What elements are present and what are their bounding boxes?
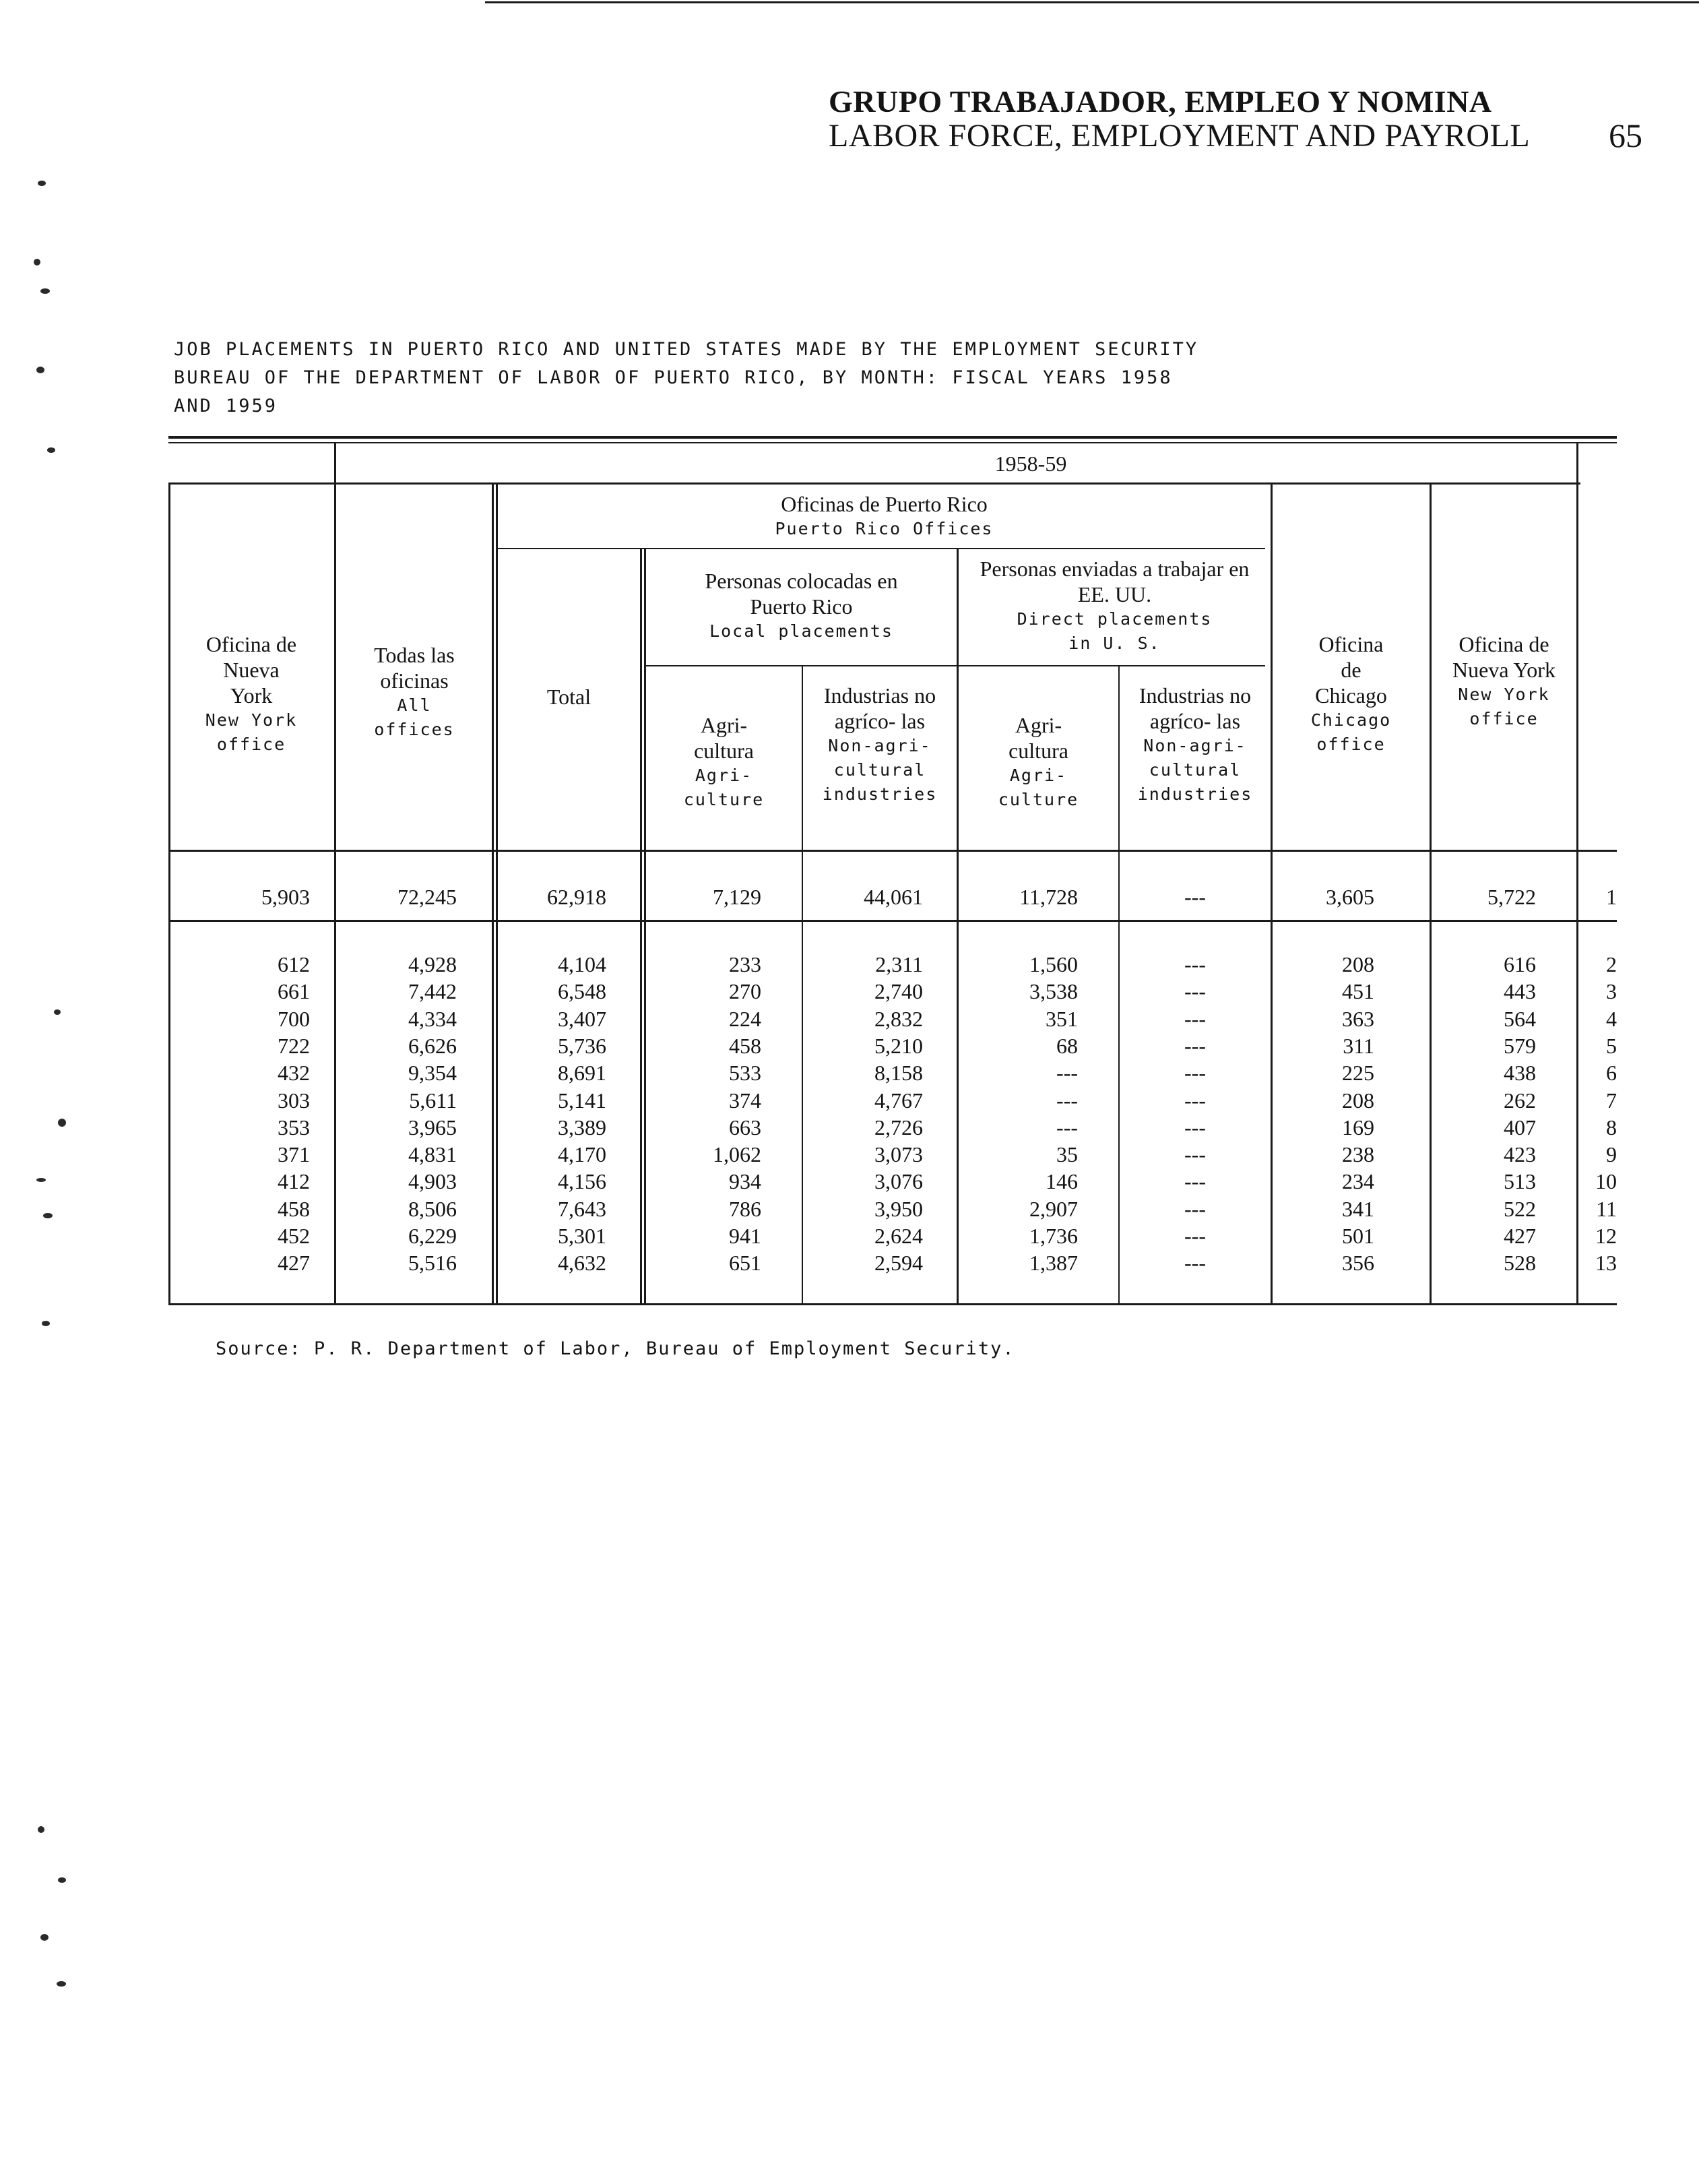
cell-ny-right: 522 xyxy=(1504,1197,1536,1221)
cell-ny-right: 616 xyxy=(1504,952,1536,976)
cell-local-agri: 233 xyxy=(729,952,761,976)
cell-ny-right: 443 xyxy=(1504,979,1536,1003)
cell-ny-right: 427 xyxy=(1504,1224,1536,1248)
table-top-rule xyxy=(168,436,1617,439)
cell-chicago: 169 xyxy=(1342,1115,1374,1140)
total-all: 72,245 xyxy=(397,885,457,909)
cell-local-agri: 1,062 xyxy=(713,1142,761,1166)
scan-speck xyxy=(43,1213,53,1218)
scan-speck xyxy=(42,1321,50,1326)
cell-all: 7,442 xyxy=(408,979,457,1003)
header-bottom-rule xyxy=(168,850,1617,852)
vrule-7 xyxy=(1271,482,1273,1305)
cell-direct-agri: 146 xyxy=(1046,1169,1078,1193)
cell-total: 3,389 xyxy=(558,1115,606,1140)
cell-direct-agri: --- xyxy=(1056,1115,1078,1140)
header-direct-placements: Personas enviadas a trabajar en EE. UU. Direct placements in U. S. xyxy=(980,557,1250,653)
cell-direct-nonagri: --- xyxy=(1184,1197,1206,1221)
cell-direct-nonagri: --- xyxy=(1184,1007,1206,1031)
cell-local-agri: 786 xyxy=(729,1197,761,1221)
scan-speck xyxy=(54,1009,61,1015)
cell-local-nonagri: 2,624 xyxy=(874,1224,923,1248)
cell-total: 4,104 xyxy=(558,952,606,976)
cell-direct-agri: 1,736 xyxy=(1029,1224,1078,1248)
vrule-5 xyxy=(957,548,959,1305)
header-ny-right: Oficina de Nueva York New York office xyxy=(1452,632,1556,728)
year-heading: 1958-59 xyxy=(994,451,1067,476)
caption-line-2: BUREAU OF THE DEPARTMENT OF LABOR OF PUERTO RICO, BY MONTH: FISCAL YEARS 1958 xyxy=(174,367,1173,388)
cell-local-agri: 934 xyxy=(729,1169,761,1193)
cell-all: 5,516 xyxy=(408,1251,457,1275)
cell-ny-left: 427 xyxy=(278,1251,310,1275)
cell-chicago: 501 xyxy=(1342,1224,1374,1248)
cell-chicago: 208 xyxy=(1342,1088,1374,1113)
vrule-9 xyxy=(1576,443,1578,1305)
cell-direct-nonagri: --- xyxy=(1184,1142,1206,1166)
cell-direct-nonagri: --- xyxy=(1184,1224,1206,1248)
cell-ny-left: 303 xyxy=(278,1088,310,1113)
cell-total: 4,170 xyxy=(558,1142,606,1166)
cell-total: 5,736 xyxy=(558,1034,606,1058)
page-number: 65 xyxy=(1609,117,1642,154)
top-edge-rule xyxy=(485,1,1699,3)
cell-total: 6,548 xyxy=(558,979,606,1003)
cell-local-agri: 374 xyxy=(729,1088,761,1113)
vrule-1 xyxy=(334,443,336,1305)
cell-total: 3,407 xyxy=(558,1007,606,1031)
cell-all: 4,831 xyxy=(408,1142,457,1166)
cell-ny-left: 458 xyxy=(278,1197,310,1221)
placements-table xyxy=(168,436,1617,1305)
cell-ny-right: 438 xyxy=(1504,1061,1536,1085)
header-pr-offices: Oficinas de Puerto Rico Puerto Rico Offices xyxy=(775,492,994,538)
cell-all: 6,229 xyxy=(408,1224,457,1248)
header-local-placements: Personas colocadas en Puerto Rico Local placements xyxy=(705,569,898,641)
cell-local-agri: 651 xyxy=(729,1251,761,1275)
vrule-3b xyxy=(644,548,646,1305)
total-direct-nonagri: --- xyxy=(1184,885,1206,909)
cell-direct-nonagri: --- xyxy=(1184,979,1206,1003)
cell-line: 6 xyxy=(1606,1061,1617,1085)
scan-speck xyxy=(57,1981,66,1987)
scan-speck xyxy=(36,367,44,373)
cell-chicago: 451 xyxy=(1342,979,1374,1003)
cell-local-nonagri: 2,311 xyxy=(875,952,923,976)
cell-local-agri: 224 xyxy=(729,1007,761,1031)
header-direct-nonagri: Industrias no agríco- las Non-agri- cultural industries xyxy=(1137,683,1253,804)
english-section-title: LABOR FORCE, EMPLOYMENT AND PAYROLL xyxy=(829,118,1531,154)
cell-ny-right: 579 xyxy=(1504,1034,1536,1058)
cell-direct-agri: 3,538 xyxy=(1029,979,1078,1003)
cell-line: 3 xyxy=(1606,979,1617,1003)
pr-group-rule xyxy=(497,548,1265,549)
cell-ny-left: 452 xyxy=(278,1224,310,1248)
total-direct-agri: 11,728 xyxy=(1019,885,1078,909)
cell-all: 5,611 xyxy=(409,1088,457,1113)
cell-local-nonagri: 5,210 xyxy=(874,1034,923,1058)
cell-local-agri: 663 xyxy=(729,1115,761,1140)
cell-all: 4,928 xyxy=(408,952,457,976)
header-direct-agriculture: Agri- cultura Agri- culture xyxy=(998,713,1079,809)
cell-line: 2 xyxy=(1606,952,1617,976)
cell-direct-nonagri: --- xyxy=(1184,1061,1206,1085)
cell-chicago: 234 xyxy=(1342,1169,1374,1193)
cell-ny-left: 612 xyxy=(278,952,310,976)
cell-total: 4,156 xyxy=(558,1169,606,1193)
cell-direct-nonagri: --- xyxy=(1184,1088,1206,1113)
caption-line-3: AND 1959 xyxy=(174,396,278,416)
cell-direct-nonagri: --- xyxy=(1184,952,1206,976)
total-total: 62,918 xyxy=(547,885,606,909)
cell-ny-left: 700 xyxy=(278,1007,310,1031)
cell-ny-right: 407 xyxy=(1504,1115,1536,1140)
cell-local-nonagri: 3,076 xyxy=(874,1169,923,1193)
scan-speck xyxy=(38,1826,44,1833)
cell-direct-agri: --- xyxy=(1056,1088,1078,1113)
cell-line: 4 xyxy=(1606,1007,1617,1031)
cell-direct-agri: 68 xyxy=(1056,1034,1078,1058)
cell-line: 8 xyxy=(1606,1115,1617,1140)
header-chicago: Oficina de Chicago Chicago office xyxy=(1310,632,1392,754)
cell-line: 10 xyxy=(1595,1169,1617,1193)
cell-local-agri: 458 xyxy=(729,1034,761,1058)
cell-direct-agri: 2,907 xyxy=(1029,1197,1078,1221)
cell-ny-right: 423 xyxy=(1504,1142,1536,1166)
cell-local-nonagri: 8,158 xyxy=(874,1061,923,1085)
cell-chicago: 356 xyxy=(1342,1251,1374,1275)
scan-speck xyxy=(36,1178,46,1182)
cell-all: 6,626 xyxy=(408,1034,457,1058)
cell-line: 9 xyxy=(1606,1142,1617,1166)
cell-total: 5,301 xyxy=(558,1224,606,1248)
header-local-nonagri: Industrias no agríco- las Non-agri- cultural industries xyxy=(822,683,938,804)
cell-chicago: 311 xyxy=(1343,1034,1374,1058)
cell-all: 4,903 xyxy=(408,1169,457,1193)
scan-speck xyxy=(38,181,46,186)
cell-direct-agri: 35 xyxy=(1056,1142,1078,1166)
spanish-section-title: GRUPO TRABAJADOR, EMPLEO Y NOMINA xyxy=(829,84,1492,119)
cell-local-nonagri: 2,832 xyxy=(874,1007,923,1031)
cell-all: 4,334 xyxy=(408,1007,457,1031)
cell-local-nonagri: 4,767 xyxy=(874,1088,923,1113)
vrule-3 xyxy=(640,548,642,1305)
cell-chicago: 208 xyxy=(1342,952,1374,976)
cell-chicago: 341 xyxy=(1342,1197,1374,1221)
scan-speck xyxy=(58,1119,66,1127)
header-local-agriculture: Agri- cultura Agri- culture xyxy=(683,713,765,809)
cell-direct-nonagri: --- xyxy=(1184,1034,1206,1058)
total-chicago: 3,605 xyxy=(1326,885,1374,909)
cell-ny-right: 513 xyxy=(1504,1169,1536,1193)
cell-direct-nonagri: --- xyxy=(1184,1251,1206,1275)
cell-local-nonagri: 2,594 xyxy=(874,1251,923,1275)
scan-speck xyxy=(47,447,55,453)
cell-ny-left: 412 xyxy=(278,1169,310,1193)
cell-local-agri: 941 xyxy=(729,1224,761,1248)
cell-direct-agri: --- xyxy=(1056,1061,1078,1085)
total-ny-left: 5,903 xyxy=(261,885,310,909)
cell-ny-right: 528 xyxy=(1504,1251,1536,1275)
cell-ny-left: 432 xyxy=(278,1061,310,1085)
cell-total: 7,643 xyxy=(558,1197,606,1221)
scan-speck xyxy=(34,259,40,266)
table-bottom-rule xyxy=(168,1303,1617,1305)
table-top-rule-2 xyxy=(168,442,1617,443)
header-total: Total xyxy=(546,685,591,709)
source-note: Source: P. R. Department of Labor, Bureau of Employment Security. xyxy=(216,1338,1015,1359)
cell-ny-left: 353 xyxy=(278,1115,310,1140)
cell-ny-left: 661 xyxy=(278,979,310,1003)
cell-local-agri: 270 xyxy=(729,979,761,1003)
cell-ny-right: 262 xyxy=(1504,1088,1536,1113)
cell-line: 12 xyxy=(1595,1224,1617,1248)
vrule-left xyxy=(168,482,170,1305)
cell-local-nonagri: 3,073 xyxy=(874,1142,923,1166)
cell-line: 7 xyxy=(1606,1088,1617,1113)
cell-direct-agri: 1,387 xyxy=(1029,1251,1078,1275)
table-caption xyxy=(174,336,1198,420)
cell-ny-left: 371 xyxy=(278,1142,310,1166)
caption-line-1: JOB PLACEMENTS IN PUERTO RICO AND UNITED STATES MADE BY THE EMPLOYMENT SECURITY xyxy=(174,339,1199,360)
cell-total: 8,691 xyxy=(558,1061,606,1085)
cell-line: 5 xyxy=(1606,1034,1617,1058)
scan-speck xyxy=(58,1877,66,1883)
cell-line: 13 xyxy=(1595,1251,1617,1275)
cell-chicago: 225 xyxy=(1342,1061,1374,1085)
total-local-nonagri: 44,061 xyxy=(864,885,923,909)
cell-direct-agri: 351 xyxy=(1046,1007,1078,1031)
total-local-agri: 7,129 xyxy=(713,885,761,909)
cell-total: 4,632 xyxy=(558,1251,606,1275)
scan-speck xyxy=(40,1934,49,1941)
cell-chicago: 363 xyxy=(1342,1007,1374,1031)
header-all-offices: Todas las oficinas All offices xyxy=(374,643,455,739)
scan-speck xyxy=(40,288,50,294)
cell-line: 11 xyxy=(1596,1197,1617,1221)
year-rule xyxy=(168,482,1580,485)
line-number: 1 xyxy=(1606,885,1617,909)
cell-direct-agri: 1,560 xyxy=(1029,952,1078,976)
totals-bottom-rule xyxy=(168,920,1617,922)
cell-all: 9,354 xyxy=(408,1061,457,1085)
cell-all: 3,965 xyxy=(408,1115,457,1140)
total-ny-right: 5,722 xyxy=(1487,885,1536,909)
sub-group-rule xyxy=(644,665,1265,666)
cell-ny-right: 564 xyxy=(1504,1007,1536,1031)
cell-local-agri: 533 xyxy=(729,1061,761,1085)
header-ny-left: Oficina de Nueva York New York office xyxy=(205,632,298,754)
cell-local-nonagri: 3,950 xyxy=(874,1197,923,1221)
cell-ny-left: 722 xyxy=(278,1034,310,1058)
cell-total: 5,141 xyxy=(558,1088,606,1113)
cell-local-nonagri: 2,726 xyxy=(874,1115,923,1140)
cell-direct-nonagri: --- xyxy=(1184,1169,1206,1193)
cell-chicago: 238 xyxy=(1342,1142,1374,1166)
cell-direct-nonagri: --- xyxy=(1184,1115,1206,1140)
cell-local-nonagri: 2,740 xyxy=(874,979,923,1003)
cell-all: 8,506 xyxy=(408,1197,457,1221)
